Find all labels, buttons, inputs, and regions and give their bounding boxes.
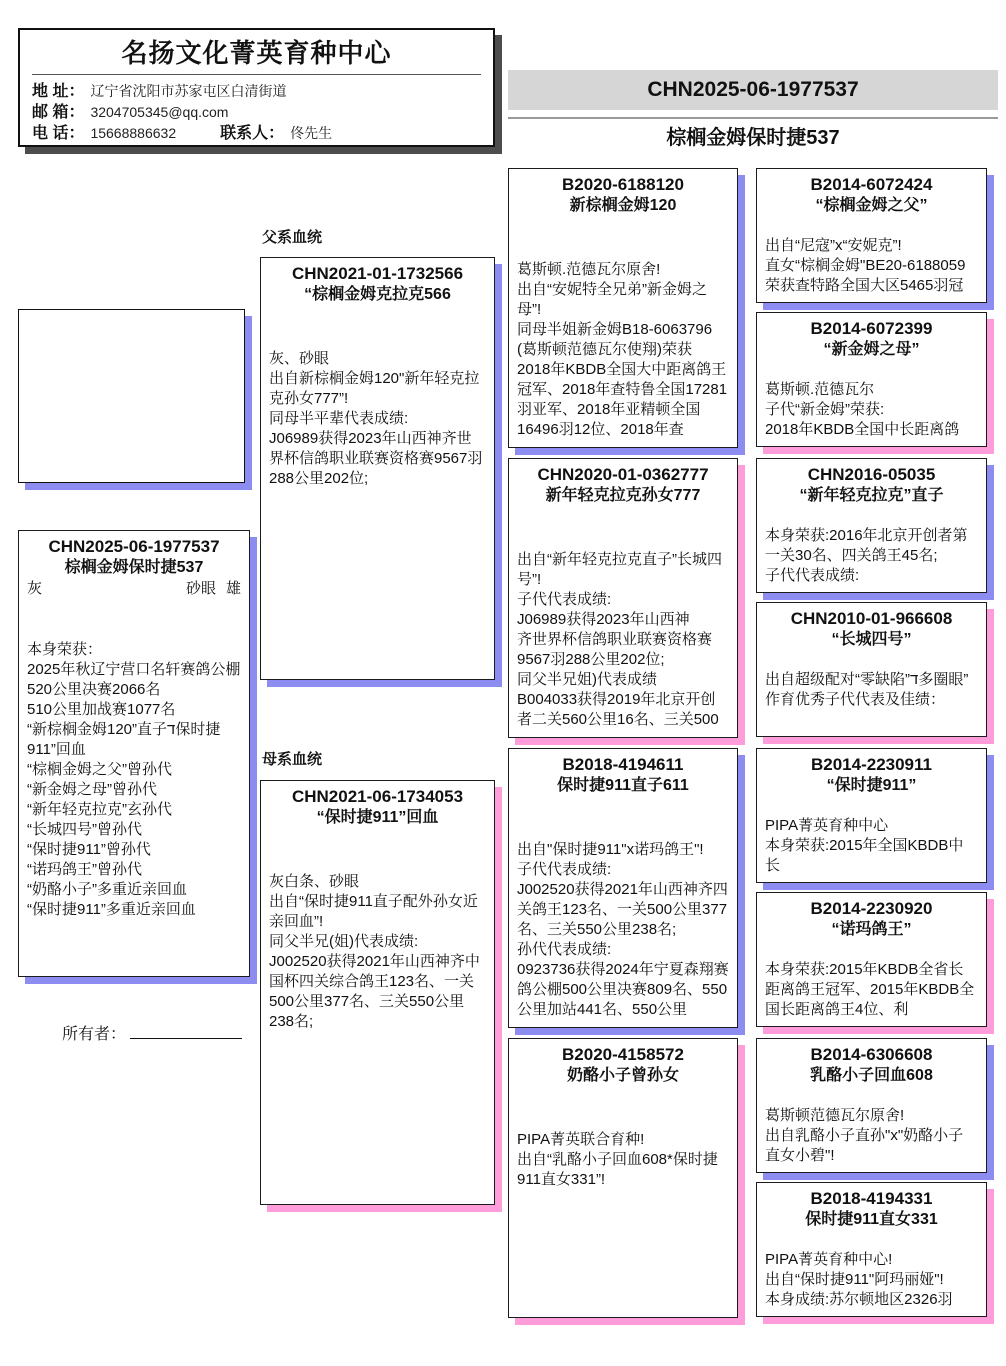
text-line: 子代“新金姆”荣获: xyxy=(765,401,885,418)
grandmother-maternal-card xyxy=(508,1038,738,1318)
text-line: 齐世界杯信鸽职业联赛资格赛9567羽288公里202位; xyxy=(517,631,713,668)
ring-number: B2018-4194331 xyxy=(810,1189,933,1208)
breeder-info-card xyxy=(18,28,495,147)
text-line: J06989获得2023年山西神 xyxy=(517,611,690,628)
text-line: 0923736获得2024年宁夏森翔赛鸽公棚500公里决赛809名、550公里加站441名、550公里 xyxy=(517,961,729,1018)
text-line: 同父半兄姐)代表成绩 xyxy=(517,671,657,688)
text-line: 葛斯顿范德瓦尔原舍! xyxy=(765,1107,905,1124)
text-line: 出自"保时捷911"x诺玛鸽王"! xyxy=(517,841,704,858)
color-eye-sex-row xyxy=(27,578,241,600)
bird-name: “棕榈金姆克拉克566 xyxy=(304,286,451,303)
bird-notes xyxy=(765,526,978,586)
bird-notes xyxy=(517,260,729,440)
phone-value: 15668886632 xyxy=(90,125,177,141)
bird-notes xyxy=(517,550,729,730)
text-line: PIPA菁英育种中心 xyxy=(765,817,889,834)
photo-placeholder xyxy=(18,309,245,483)
text-line: 葛斯顿.范德瓦尔 xyxy=(765,381,875,398)
eye-type: 砂眼 xyxy=(185,580,216,597)
sex: 雄 xyxy=(225,580,241,597)
text-line: PIPA菁英联合育种! xyxy=(517,1131,645,1148)
contact-label: 联系人： xyxy=(220,125,285,142)
bird-notes xyxy=(269,872,486,1032)
contact-value: 佟先生 xyxy=(290,125,333,141)
bird-notes xyxy=(765,236,978,296)
bird-notes xyxy=(765,1250,978,1310)
bird-notes xyxy=(765,670,978,710)
ring-number: B2014-6072424 xyxy=(810,175,933,194)
main-bird-card xyxy=(18,530,250,977)
bird-name: 新年轻克拉克孙女777 xyxy=(545,487,701,504)
text-line: “诺玛鸽王”曾孙代 xyxy=(27,861,142,878)
ring-number-banner: CHN2025-06-1977537 xyxy=(508,70,998,110)
bird-notes xyxy=(269,349,486,489)
text-line: 灰白条、砂眼 xyxy=(269,873,360,890)
text-line: 出自“安妮特全兄弟”新金姆之母”! xyxy=(517,281,707,318)
text-line: B004033获得2019年北京开创者二关560公里16名、三关500 xyxy=(517,691,719,728)
text-line: 本身荣获:2015年KBDB全省长距离鸽王冠军、2015年KBDB全国长距离鸽王4位、利 xyxy=(765,961,975,1018)
maternal-line-label: 母系血统 xyxy=(262,751,323,768)
ring-number: B2020-6188120 xyxy=(562,175,684,194)
email-row xyxy=(32,102,481,123)
ring-number: B2014-6072399 xyxy=(810,319,933,338)
text-line: 出自新棕榈金姆120"新年轻克拉克孙女777”! xyxy=(269,370,480,407)
text-line: 510公里加战赛1077名 xyxy=(27,701,176,718)
header-divider xyxy=(32,74,481,75)
text-line: 作育优秀子代代表及佳绩： xyxy=(765,691,946,708)
text-line: “棕榈金姆之父”曾孙代 xyxy=(27,761,172,778)
great-grandparent-card-6 xyxy=(756,892,987,1027)
great-grandparent-card-7 xyxy=(756,1038,987,1173)
text-line: 直女“棕榈金姆"BE20-6188059荣获查特路全国大区5465羽冠 xyxy=(765,257,966,294)
owner-label: 所有者： xyxy=(62,1026,127,1043)
text-line: 同母半平辈代表成绩: xyxy=(269,410,409,427)
bird-notes xyxy=(517,840,729,1020)
text-line: J06989获得2023年山西神齐世界杯信鸽职业联赛资格赛9567羽288公里202位; xyxy=(269,430,483,487)
email-value: 3204705345@qq.com xyxy=(90,104,229,120)
text-line: 本身荣获： xyxy=(27,641,103,658)
text-line: 本身成绩:苏尔顿地区2326羽 xyxy=(765,1291,953,1308)
text-line: 出自“新年轻克拉克直子”长城四号”! xyxy=(517,551,722,588)
great-grandparent-card-5 xyxy=(756,748,987,883)
bird-name: 保时捷911直女331 xyxy=(805,1211,938,1228)
grandfather-paternal-card xyxy=(508,168,738,448)
paternal-line-label: 父系血统 xyxy=(262,229,323,246)
text-line: “保时捷911”多重近亲回血 xyxy=(27,901,196,918)
father-card xyxy=(260,257,495,680)
bird-name: 乳酪小子回血608 xyxy=(810,1067,933,1084)
bird-name: “诺玛鸽王” xyxy=(831,921,912,938)
owner-line xyxy=(62,1022,242,1047)
text-line: PIPA菁英育种中心! xyxy=(765,1251,893,1268)
bird-name: 棕榈金姆保时捷537 xyxy=(64,559,204,576)
feather-color: 灰 xyxy=(27,580,43,597)
text-line: 出自“保时捷911直子配外孙女近亲回血”! xyxy=(269,893,478,930)
text-line: 同父半兄(姐)代表成绩: xyxy=(269,933,419,950)
bird-notes xyxy=(765,960,978,1020)
bird-name: “长城四号” xyxy=(831,631,912,648)
bird-name: 奶酪小子曾孙女 xyxy=(566,1067,679,1084)
ring-number: B2014-2230911 xyxy=(810,755,932,774)
text-line: 子代代表成绩: xyxy=(517,591,612,608)
bird-notes xyxy=(517,1130,729,1190)
breeder-title: 名扬文化菁英育种中心 xyxy=(121,38,392,68)
great-grandparent-card-1 xyxy=(756,168,987,303)
grandfather-maternal-card xyxy=(508,748,738,1028)
mother-card xyxy=(260,780,495,1205)
bird-name: “新金姆之母” xyxy=(823,341,920,358)
ring-number: CHN2010-01-966608 xyxy=(790,609,953,628)
bird-name: 保时捷911直子611 xyxy=(557,777,689,794)
phone-label: 电 话： xyxy=(32,125,85,142)
grandmother-paternal-card xyxy=(508,458,738,738)
banner-divider xyxy=(508,117,998,119)
great-grandparent-card-3 xyxy=(756,458,987,593)
great-grandparent-card-4 xyxy=(756,602,987,737)
bird-name-title: 棕榈金姆保时捷537 xyxy=(666,127,840,149)
text-line: 葛斯顿.范德瓦尔原舍! xyxy=(517,261,661,278)
text-line: 2018年KBDB全国中长距离鸽 xyxy=(765,421,960,438)
ring-number: CHN2016-05035 xyxy=(807,465,936,484)
owner-blank-field xyxy=(130,1022,242,1039)
bird-name: “棕榈金姆之父” xyxy=(815,197,928,214)
bird-name: “新年轻克拉克”直子 xyxy=(799,487,944,504)
text-line: 520公里决赛2066名 xyxy=(27,681,161,698)
text-line: 同母半姐新金姆B18-6063796 xyxy=(517,321,713,338)
text-line: J002520获得2021年山西神齐中国杯四关综合鸽王123名、一关500公里377名、三关550公里238名; xyxy=(269,953,480,1030)
phone-row xyxy=(32,123,481,144)
ring-number: CHN2021-01-1732566 xyxy=(291,264,464,283)
ring-number: B2018-4194611 xyxy=(562,755,684,774)
bird-name: “保时捷911” xyxy=(826,777,917,794)
ring-number: B2020-4158572 xyxy=(562,1045,684,1064)
text-line: 孙代代表成绩: xyxy=(517,941,612,958)
bird-notes xyxy=(765,1106,978,1166)
bird-notes xyxy=(27,640,241,920)
bird-notes xyxy=(765,380,978,440)
text-line: “新金姆之母”曾孙代 xyxy=(27,781,157,798)
ring-number: CHN2020-01-0362777 xyxy=(537,465,709,484)
text-line: 子代代表成绩: xyxy=(765,567,860,584)
bird-name: 新棕榈金姆120 xyxy=(569,197,677,214)
ring-number: CHN2025-06-1977537 xyxy=(48,537,220,556)
text-line: 子代代表成绩: xyxy=(517,861,612,878)
text-line: “长城四号”曾孙代 xyxy=(27,821,142,838)
address-value: 辽宁省沈阳市苏家屯区白清街道 xyxy=(90,83,287,99)
ring-number: B2014-6306608 xyxy=(810,1045,933,1064)
text-line: 出自乳酪小子直孙"x"奶酪小子直女小碧"! xyxy=(765,1127,964,1164)
text-line: 灰、砂眼 xyxy=(269,350,330,367)
text-line: “新年轻克拉克”玄孙代 xyxy=(27,801,172,818)
ring-number: B2014-2230920 xyxy=(810,899,933,918)
address-row xyxy=(32,81,481,102)
text-line: (葛斯顿范德瓦尔使翔)荣获 xyxy=(517,341,692,358)
text-line: 本身荣获:2016年北京开创者第一关30名、四关鸽王45名; xyxy=(765,527,968,564)
text-line: “保时捷911”曾孙代 xyxy=(27,841,151,858)
address-label: 地 址： xyxy=(32,83,85,100)
ring-number: CHN2021-06-1734053 xyxy=(291,787,464,806)
great-grandparent-card-2 xyxy=(756,312,987,447)
text-line: 出自“乳酪小子回血608*保时捷911直女331”! xyxy=(517,1151,718,1188)
text-line: “奶酪小子”多重近亲回血 xyxy=(27,881,187,898)
text-line: 出自“保时捷911"阿玛丽娅"! xyxy=(765,1271,944,1288)
email-label: 邮 箱： xyxy=(32,104,85,121)
text-line: J002520获得2021年山西神齐四关鸽王123名、一关500公里377名、三关550公里238名; xyxy=(517,881,728,938)
text-line: “新棕榈金姆120”直子ד保时捷911”回血 xyxy=(27,721,221,758)
text-line: 出自“尼寇”x“安妮克”! xyxy=(765,237,902,254)
text-line: 2025年秋辽宁营口名轩赛鸽公棚 xyxy=(27,661,241,678)
text-line: 2018年KBDB全国大中距离鸽王冠军、2018年查特鲁全国17281羽亚军、2018年亚精顿全国16496羽12位、2018年查 xyxy=(517,361,728,438)
text-line: 出自超级配对“零缺陷”ד多圈眼” xyxy=(765,671,969,688)
bird-notes xyxy=(765,816,978,876)
great-grandparent-card-8 xyxy=(756,1182,987,1317)
bird-name: “保时捷911”回血 xyxy=(316,809,439,826)
text-line: 本身荣获:2015年全国KBDB中长 xyxy=(765,837,964,874)
